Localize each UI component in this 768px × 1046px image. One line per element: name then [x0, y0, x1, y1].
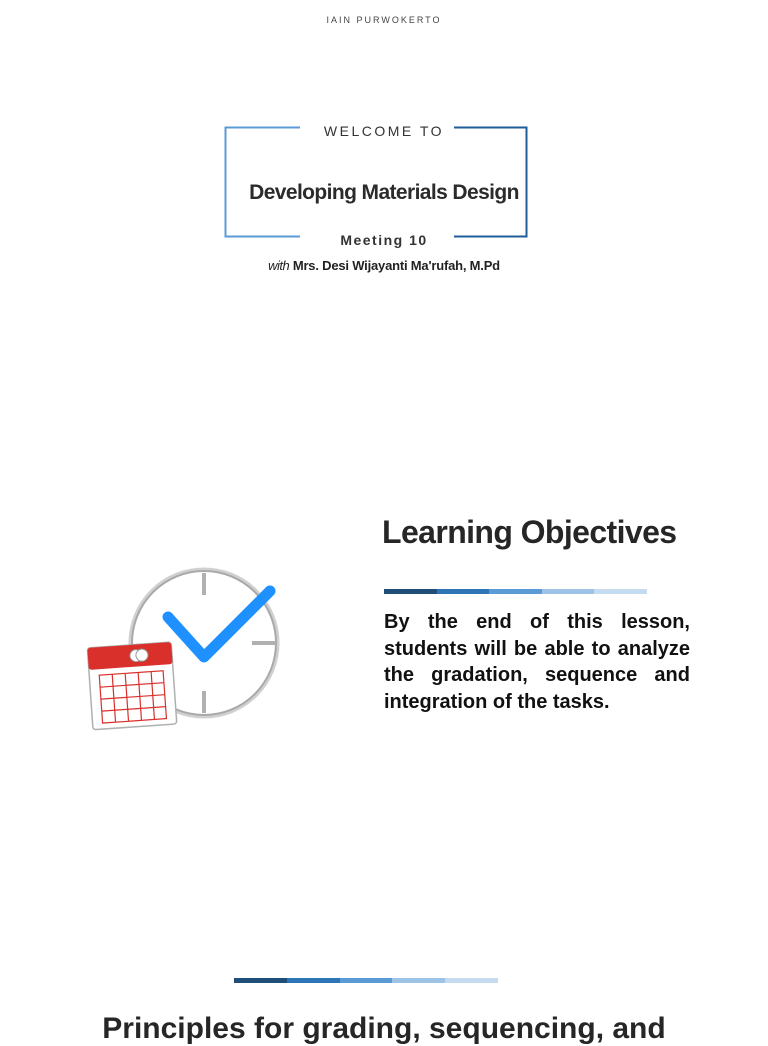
objectives-title: Learning Objectives — [382, 514, 677, 550]
welcome-label: WELCOME TO — [323, 123, 445, 139]
instructor-line — [0, 258, 768, 273]
instructor-name: Mrs. Desi Wijayanti Ma'rufah, M.Pd — [292, 258, 500, 273]
meeting-label: Meeting 10 — [340, 232, 428, 248]
organization-label: IAIN PURWOKERTO — [326, 15, 442, 25]
next-slide-divider — [234, 978, 498, 983]
objectives-text: By the end of this lesson, students will be able to analyze the gradation, sequence and integration of the tasks. — [384, 611, 690, 713]
clock-calendar-icon — [84, 565, 284, 735]
with-label: with — [268, 258, 290, 273]
objectives-divider — [384, 589, 647, 594]
course-title: Developing Materials Design — [249, 181, 519, 204]
next-slide-title: Principles for grading, sequencing, and — [102, 1012, 666, 1045]
